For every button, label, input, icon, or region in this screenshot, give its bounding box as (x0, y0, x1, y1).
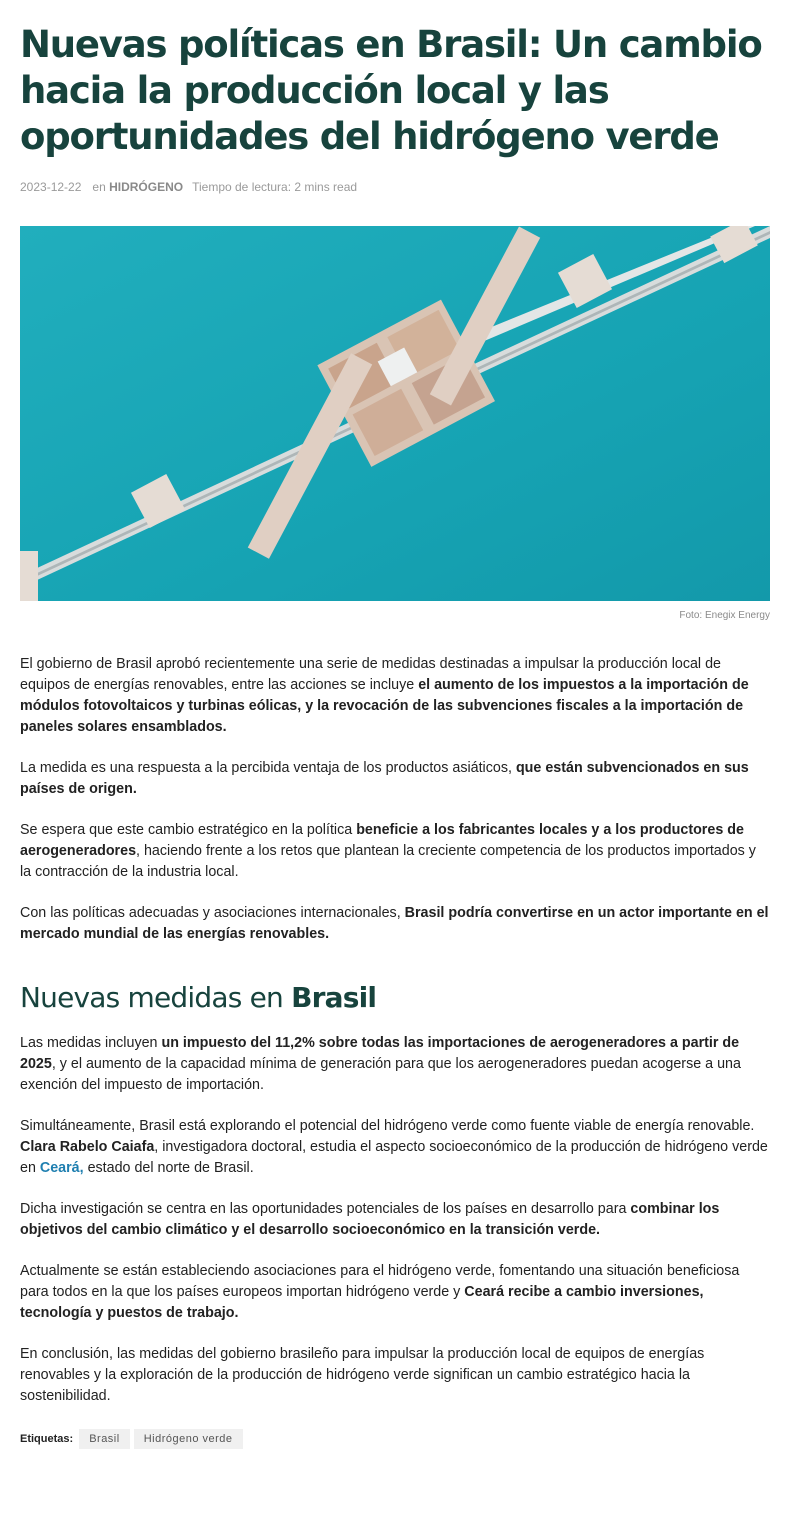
paragraph-2: La medida es una respuesta a la percibida ventaja de los productos asiáticos, que están subvencionados en sus países de origen. (20, 760, 749, 797)
paragraph-8: Actualmente se están estableciendo asociaciones para el hidrógeno verde, fomentando una situación beneficiosa para todos en la que los países europeos importan hidrógeno verde y Ceará recibe a cambio inversiones, tecnología y puestos de trabajo. (20, 1263, 740, 1321)
article (20, 0, 770, 1449)
paragraph-5: Las medidas incluyen un impuesto del 11,2% sobre todas las importaciones de aerogeneradores a partir de 2025, y el aumento de la capacidad mínima de generación para que los aerogeneradores puedan acogerse a una exención del impuesto de importación. (20, 1035, 741, 1093)
paragraph-7: Dicha investigación se centra en las oportunidades potenciales de los países en desarrollo para combinar los objetivos del cambio climático y el desarrollo socioeconómico en la transición verde. (20, 1201, 720, 1238)
image-caption: Foto: Enegix Energy (679, 610, 770, 621)
paragraph-6: Simultáneamente, Brasil está explorando el potencial del hidrógeno verde como fuente viable de energía renovable. Clara Rabelo Caiafa, investigadora doctoral, estudia el aspecto socioeconómico de la producción de hidrógeno verde en Ceará, estado del norte de Brasil. (20, 1118, 768, 1176)
category-link[interactable]: HIDRÓGENO (109, 180, 184, 194)
publish-date: 2023-12-22 (20, 180, 82, 194)
hero-image (20, 226, 770, 601)
tags-row (20, 1429, 770, 1449)
ceara-link[interactable]: Ceará, (39, 1160, 84, 1176)
reading-time: Tiempo de lectura: 2 mins read (192, 180, 358, 194)
category-prefix: en (92, 180, 106, 194)
section-heading: Nuevas medidas en Brasil (20, 981, 377, 1014)
aerial-port-illustration (20, 226, 770, 601)
article-title: Nuevas políticas en Brasil: Un cambio hacia la producción local y las oportunidades del hidrógeno verde (20, 23, 762, 158)
tags-label: Etiquetas: (20, 1433, 74, 1445)
category-row (90, 180, 183, 194)
paragraph-4: Con las políticas adecuadas y asociaciones internacionales, Brasil podría convertirse en un actor importante en el mercado mundial de las energías renovables. (20, 905, 769, 942)
article-meta (20, 180, 770, 194)
article-body (20, 654, 770, 1407)
tag-hidrogeno-verde[interactable]: Hidrógeno verde (134, 1429, 243, 1449)
paragraph-9: En conclusión, las medidas del gobierno brasileño para impulsar la producción local de equipos de energías renovables y la exploración de la producción de hidrógeno verde significan un cambio estratégico hacia la sostenibilidad. (20, 1346, 705, 1404)
paragraph-1: El gobierno de Brasil aprobó recientemente una serie de medidas destinadas a impulsar la producción local de equipos de energías renovables, entre las acciones se incluye el aumento de los impuestos a la importación de módulos fotovoltaicos y turbinas eólicas, y la revocación de las subvenciones fiscales a la importación de paneles solares ensamblados. (20, 656, 749, 735)
tag-brasil[interactable]: Brasil (79, 1429, 130, 1449)
paragraph-3: Se espera que este cambio estratégico en la política beneficie a los fabricantes locales y a los productores de aerogeneradores, haciendo frente a los retos que plantean la creciente competencia de los productos importados y la contracción de la industria local. (20, 822, 756, 880)
